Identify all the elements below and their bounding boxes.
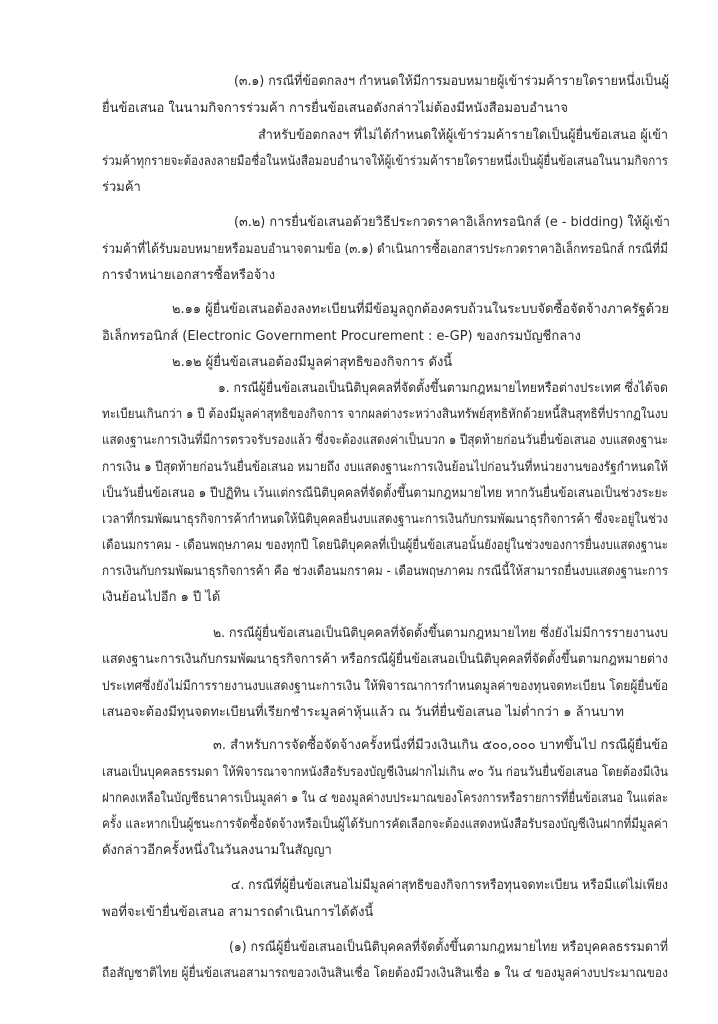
- text-line: เงินย้อนไปอีก ๑ ปี ได้: [102, 590, 221, 605]
- text-line: การเงินกับกรมพัฒนาธุรกิจการค้า คือ ช่วงเดือนมกราคม - เดือนพฤษภาคม กรณีนี้ให้สามารถยื่นงบแสดงฐานะการ: [102, 564, 669, 579]
- text-line: ยื่นข้อเสนอ ในนามกิจการร่วมค้า การยื่นข้อเสนอดังกล่าวไม่ต้องมีหนังสือมอบอำนาจ: [102, 101, 569, 116]
- text-line: ๑. กรณีผู้ยื่นข้อเสนอเป็นนิติบุคคลที่จัดตั้งขึ้นตามกฎหมายไทยหรือต่างประเทศ ซึ่งได้จด: [218, 381, 668, 396]
- text-line: แสดงฐานะการเงินกับกรมพัฒนาธุรกิจการค้า หรือกรณีผู้ยื่นข้อเสนอเป็นนิติบุคคลที่จัดตั้งขึ้นตามกฎหมายต่าง: [102, 652, 668, 667]
- text-line: เสนอจะต้องมีทุนจดทะเบียนที่เรียกชำระมูลค่าหุ้นแล้ว ณ วันที่ยื่นข้อเสนอ ไม่ต่ำกว่า ๑ ล้านบาท: [102, 705, 624, 720]
- text-line: ๒.๑๑ ผู้ยื่นข้อเสนอต้องลงทะเบียนที่มีข้อมูลถูกต้องครบถ้วนในระบบจัดซื้อจัดจ้างภาครัฐด้วย: [172, 302, 669, 317]
- text-line: เวลาที่กรมพัฒนาธุรกิจการค้ากำหนดให้นิติบุคคลยื่นงบแสดงฐานะการเงินกับกรมพัฒนาธุรกิจการค้า ซึ่งจะอยู่ในช่วง: [102, 512, 668, 527]
- text-line: สำหรับข้อตกลงฯ ที่ไม่ได้กำหนดให้ผู้เข้าร่วมค้ารายใดเป็นผู้ยื่นข้อเสนอ ผู้เข้า: [258, 128, 668, 143]
- text-line: การเงิน ๑ ปีสุดท้ายก่อนวันยื่นข้อเสนอ หมายถึง งบแสดงฐานะการเงินย้อนไปก่อนวันที่หน่วยงานของรัฐกำหนดให้: [102, 460, 668, 475]
- text-line: แสดงฐานะการเงินที่มีการตรวจรับรองแล้ว ซึ่งจะต้องแสดงค่าเป็นบวก ๑ ปีสุดท้ายก่อนวันยื่นข้อเสนอ งบแสดงฐานะ: [102, 433, 668, 448]
- text-line: เสนอเป็นบุคคลธรรมดา ให้พิจารณาจากหนังสือรับรองบัญชีเงินฝากไม่เกิน ๙๐ วัน ก่อนวันยื่นข้อเสนอ โดยต้องมีเงิน: [102, 765, 669, 780]
- text-line: ประเทศซึ่งยังไม่มีการรายงานงบแสดงฐานะการเงิน ให้พิจารณาการกำหนดมูลค่าของทุนจดทะเบียน โดยผู้ยื่นข้อ: [102, 679, 669, 694]
- text-line: อิเล็กทรอนิกส์ (Electronic Government Procurement : e-GP) ของกรมบัญชีกลาง: [102, 329, 581, 344]
- text-line: เป็นวันยื่นข้อเสนอ ๑ ปีปฏิทิน เว้นแต่กรณีนิติบุคคลที่จัดตั้งขึ้นตามกฎหมายไทย หากวันยื่นข้อเสนอเป็นช่วงระยะ: [102, 486, 669, 501]
- text-line: เดือนมกราคม - เดือนพฤษภาคม ของทุกปี โดยนิติบุคคลที่เป็นผู้ยื่นข้อเสนอนั้นยังอยู่ในช่วงของการยื่นงบแสดงฐานะ: [102, 538, 668, 553]
- text-line: ครั้ง และหากเป็นผู้ชนะการจัดซื้อจัดจ้างหรือเป็นผู้ได้รับการคัดเลือกจะต้องแสดงหนังสือรับรองบัญชีเงินฝากที่มีมูลค่า: [102, 817, 668, 832]
- text-line: (๓.๑) กรณีที่ข้อตกลงฯ กำหนดให้มีการมอบหมายผู้เข้าร่วมค้ารายใดรายหนึ่งเป็นผู้: [234, 74, 670, 89]
- text-line: ๒. กรณีผู้ยื่นข้อเสนอเป็นนิติบุคคลที่จัดตั้งขึ้นตามกฎหมายไทย ซึ่งยังไม่มีการรายงานงบ: [213, 626, 668, 641]
- text-line: ๒.๑๒ ผู้ยื่นข้อเสนอต้องมีมูลค่าสุทธิของกิจการ ดังนี้: [172, 355, 453, 370]
- text-line: ร่วมค้า: [102, 180, 141, 195]
- text-line: ร่วมค้าที่ได้รับมอบหมายหรือมอบอำนาจตามข้อ (๓.๑) ดำเนินการซื้อเอกสารประกวดราคาอิเล็กทรอนิกส์ กรณีที่มี: [102, 242, 668, 257]
- text-line: ดังกล่าวอีกครั้งหนึ่งในวันลงนามในสัญญา: [102, 843, 332, 858]
- text-line: ฝากคงเหลือในบัญชีธนาคารเป็นมูลค่า ๑ ใน ๔ ของมูลค่างบประมาณของโครงการหรือรายการที่ยื่นข้อเสนอ ในแต่ละ: [102, 791, 668, 806]
- text-line: การจำหน่ายเอกสารซื้อหรือจ้าง: [102, 268, 276, 283]
- text-line: ทะเบียนเกินกว่า ๑ ปี ต้องมีมูลค่าสุทธิของกิจการ จากผลต่างระหว่างสินทรัพย์สุทธิหักด้วยหนี้สินสุทธิที่ปรากฏในงบ: [102, 407, 669, 422]
- text-line: พอที่จะเข้ายื่นข้อเสนอ สามารถดำเนินการได้ดังนี้: [102, 905, 374, 920]
- text-line: ร่วมค้าทุกรายจะต้องลงลายมือชื่อในหนังสือมอบอำนาจให้ผู้เข้าร่วมค้ารายใดรายหนึ่งเป็นผู้ยื่นข้อเสนอในนามกิจการ: [102, 154, 668, 169]
- text-line: ถือสัญชาติไทย ผู้ยื่นข้อเสนอสามารถขอวงเงินสินเชื่อ โดยต้องมีวงเงินสินเชื่อ ๑ ใน ๔ ของมูลค่างบประมาณของ: [102, 966, 668, 981]
- text-line: (๓.๒) การยื่นข้อเสนอด้วยวิธีประกวดราคาอิเล็กทรอนิกส์ (e - bidding) ให้ผู้เข้า: [234, 215, 670, 230]
- text-line: ๓. สำหรับการจัดซื้อจัดจ้างครั้งหนึ่งที่มีวงเงินเกิน ๕๐๐,๐๐๐ บาทขึ้นไป กรณีผู้ยื่นข้อ: [213, 738, 668, 753]
- text-line: ๔. กรณีที่ผู้ยื่นข้อเสนอไม่มีมูลค่าสุทธิของกิจการหรือทุนจดทะเบียน หรือมีแต่ไม่เพียง: [231, 878, 668, 893]
- text-line: (๑) กรณีผู้ยื่นข้อเสนอเป็นนิติบุคคลที่จัดตั้งขึ้นตามกฎหมายไทย หรือบุคคลธรรมดาที่: [229, 940, 669, 955]
